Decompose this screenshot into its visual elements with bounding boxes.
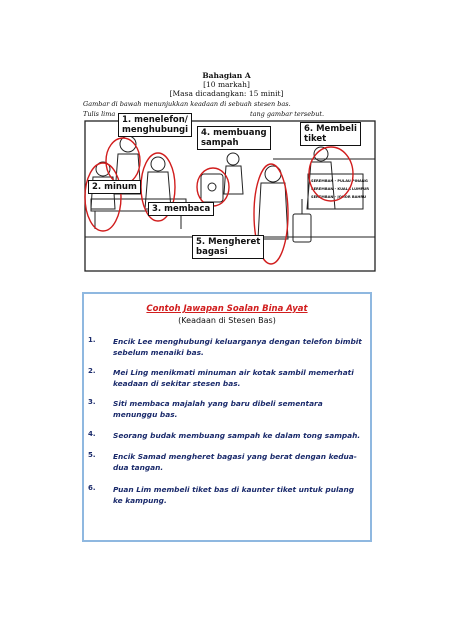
intro-line-2-start: Tulis lima <box>83 110 116 118</box>
answer-text: Puan Lim membeli tiket bas di kaunter tiket untuk pulang ke kampung. <box>113 485 355 505</box>
label-6-line-1: 6. Membeli <box>304 124 357 134</box>
sign-line-3: SEREMBAN - JOHOR BAHRU <box>311 195 367 199</box>
answer-text: Siti membaca majalah yang baru dibeli sementara menunggu bas. <box>113 399 323 419</box>
answer-text: Encik Lee menghubungi keluarganya dengan telefon bimbit sebelum menaiki bas. <box>113 337 362 357</box>
answer-text: Seorang budak membuang sampah ke dalam tong sampah. <box>113 431 361 440</box>
label-5 <box>192 235 264 259</box>
label-5-line-1: 5. Mengheret <box>196 237 261 247</box>
intro-line-2-end: tang gambar tersebut. <box>250 110 325 118</box>
section-title: Bahagian A <box>202 71 251 80</box>
answer-number: 6. <box>88 484 96 492</box>
label-4-line-2: sampah <box>201 138 239 148</box>
label-1 <box>118 113 192 137</box>
label-4-line-1: 4. membuang <box>201 128 267 138</box>
answer-number: 2. <box>88 367 96 375</box>
sign-line-2: SEREMBAN - KUALA LUMPUR <box>311 187 369 191</box>
label-4 <box>197 126 271 150</box>
answer-number: 5. <box>88 451 96 459</box>
answer-number: 4. <box>88 430 96 438</box>
answer-text: Mei Ling menikmati minuman air kotak sambil memerhati keadaan di sekitar stesen bas. <box>113 368 354 388</box>
label-6 <box>300 122 361 146</box>
label-3: 3. membaca <box>148 202 214 216</box>
label-1-line-1: 1. menelefon/ <box>122 115 188 125</box>
label-2: 2. minum <box>88 180 141 194</box>
sign-line-1: SEREMBAN - PULAU PINANG <box>311 179 368 183</box>
answer-text: Encik Samad mengheret bagasi yang berat dengan kedua-dua tangan. <box>113 452 357 472</box>
marks-label: [10 markah] <box>203 80 250 89</box>
label-6-line-2: tiket <box>304 134 327 144</box>
answer-subtitle: (Keadaan di Stesen Bas) <box>178 316 276 325</box>
label-1-line-2: menghubungi <box>122 125 189 135</box>
time-label: [Masa dicadangkan: 15 minit] <box>169 89 284 98</box>
intro-line-1: Gambar di bawah menunjukkan keadaan di sebuah stesen bas. <box>83 100 291 108</box>
answer-number: 1. <box>88 336 96 344</box>
label-5-line-2: bagasi <box>196 247 228 257</box>
answer-title: Contoh Jawapan Soalan Bina Ayat <box>146 304 308 314</box>
answer-number: 3. <box>88 398 96 406</box>
